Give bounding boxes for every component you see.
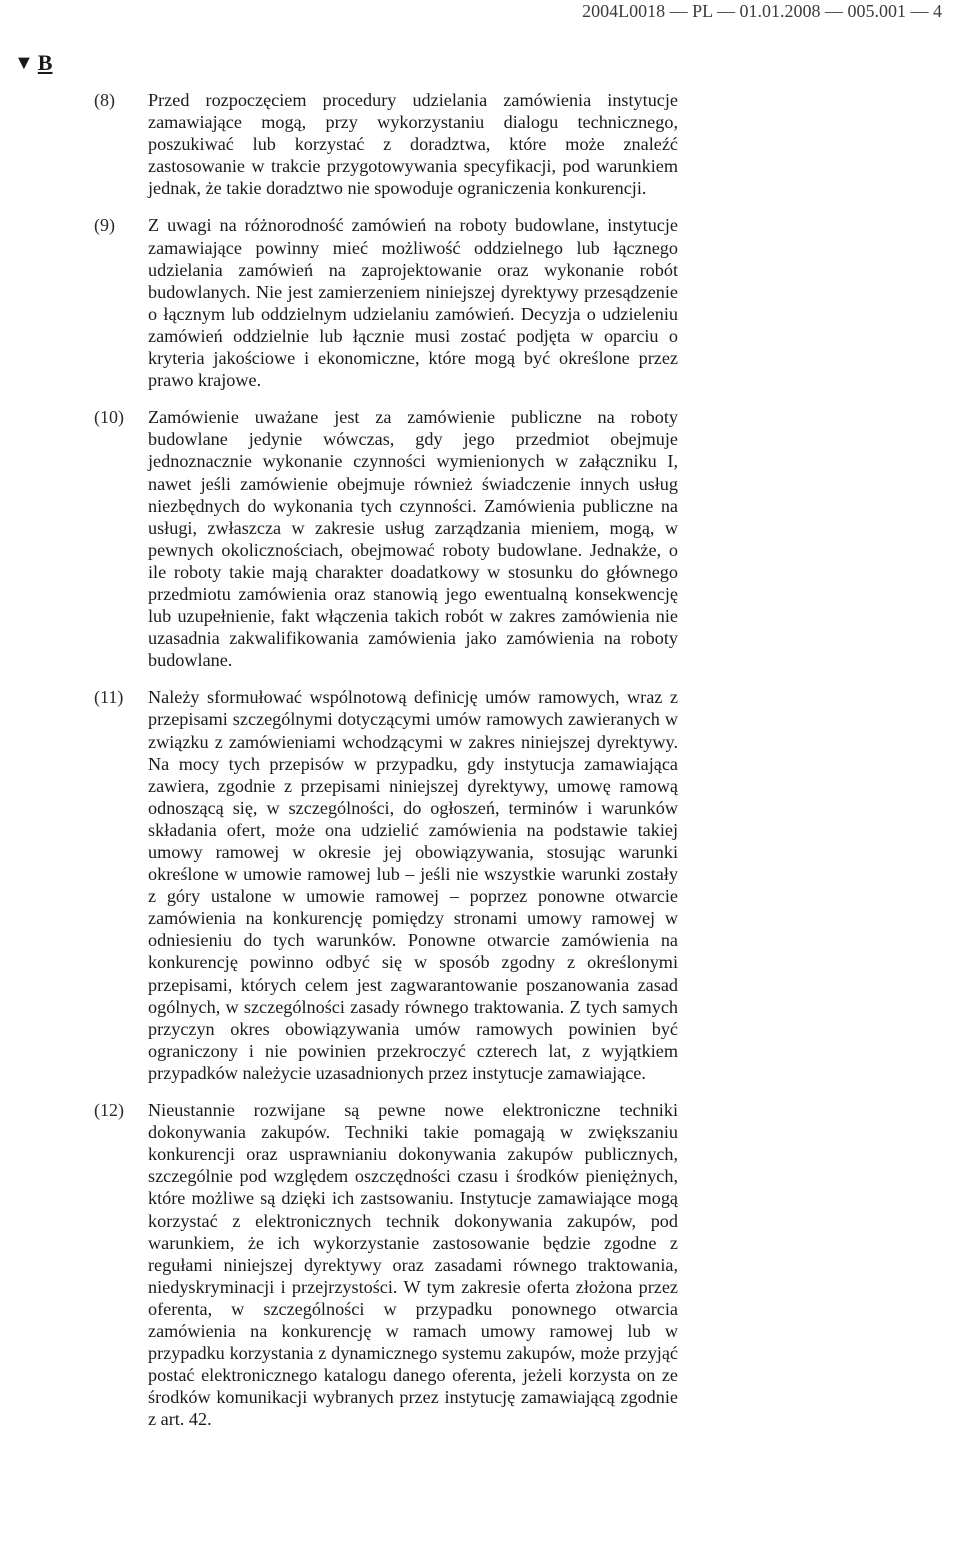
recital-text: Z uwagi na różnorodność zamówień na roboty budowlane, instytucje zamawiające powinny mieć możliwość oddzielnego lub łącznego udzielania zamówień na zaprojektowanie oraz wykonanie robót budowlanych. Nie jest zamierzeniem niniejszej dyrektywy przesądzenie o łącznym lub oddzielnym udzielaniu zamówień. Decyzja o udzieleniu zamówień oddzielnie lub łącznie musi zostać podjęta w oparciu o kryteria jakościowe i ekonomiczne, które mogą być określone przez prawo krajowe. [148, 215, 678, 391]
marker-label: B [37, 50, 53, 75]
recital-number: (12) [94, 1100, 124, 1121]
recital-10 [0, 406, 960, 671]
recital-12 [0, 1099, 960, 1430]
recital-11 [0, 686, 960, 1084]
recital-number: (11) [94, 687, 124, 708]
recital-number: (8) [94, 90, 115, 110]
recital-text: Nieustannie rozwijane są pewne nowe elektroniczne techniki dokonywania zakupów. Techniki takie pomagają w zwiększaniu konkurencji oraz usprawnianiu dokonywania zakupów publicznych, szczególnie pod względem oszczędności czasu i środków pieniężnych, które możliwe są dzięki ich zastsowaniu. Instytucje zamawiające mogą korzystać z elektronicznych technik dokonywania zakupów, pod warunkiem, że ich wykorzystanie zastosowanie będzie zgodne z regułami niniejszej dyrektywy oraz zasadami równego traktowania, niedyskryminacji i przejrzystości. W tym zakresie oferta złożona przez oferenta, w szczególności w przypadku ponownego otwarcia zamówienia na konkurencję w ramach umowy ramowej lub w przypadku korzystania z dynamicznego systemu zakupów, może przyjąć postać elektronicznego katalogu danego oferenta, jeżeli korzysta on ze środków komunikacji wybranych przez instytucję zamawiającą zgodnie z art. 42. [148, 1100, 678, 1430]
recital-number: (9) [94, 215, 115, 236]
document-header: 2004L0018 — PL — 01.01.2008 — 005.001 — 4 [582, 1, 942, 21]
triangle-down-icon: ▼ [14, 52, 34, 74]
recital-8 [0, 89, 960, 199]
recital-text: Zamówienie uważane jest za zamówienie publiczne na roboty budowlane jedynie wówczas, gdy jego przedmiot obejmuje jednoznacznie wykonanie czynności wymienionych w załączniku I, nawet jeśli zamówienie obejmuje również świadczenie innych usług niezbędnych do wykonania tych czynności. Zamówienia publiczne na usługi, zwłaszcza w zakresie usług zarządzania mieniem, mogą, w pewnych okolicznościach, obejmować roboty budowlane. Jednakże, o ile roboty takie mają charakter doadatkowy w stosunku do głównego przedmiotu zamówienia oraz stanowią jego ewentualną konsekwencję lub uzupełnienie, fakt włączenia takich robót w zakres zamówienia nie uzasadnia zakwalifikowania zamówienia jako zamówienia na roboty budowlane. [148, 407, 678, 671]
amendment-marker [14, 50, 52, 76]
recital-text: Należy sformułować wspólnotową definicję umów ramowych, wraz z przepisami szczególnymi dotyczącymi umów ramowych zawieranych w związku z zamówieniami wchodzącymi w zakres niniejszej dyrektywy. Na mocy tych przepisów w przypadku, gdy instytucja zamawiająca zawiera, zgodnie z przepisami niniejszej dyrektywy, umowę ramową odnoszącą się, w szczególności, do ogłoszeń, terminów i warunków składania ofert, może ona udzielić zamówienia na podstawie takiej umowy ramowej w okresie jej obowiązywania, stosując warunki określone w umowie ramowej lub – jeśli nie wszystkie warunki zostały z góry ustalone w umowie ramowej – poprzez ponowne otwarcie zamówienia na konkurencję pomiędzy stronami umowy ramowej w odniesieniu do tych warunków. Ponowne otwarcie zamówienia na konkurencję powinno odbyć się w sposób zgodny z określonymi przepisami, których celem jest zagwarantowanie poszanowania zasad ogólnych, w szczególności zasady równego traktowania. Z tych samych przyczyn okres obowiązywania umów ramowych powinien być ograniczony i nie powinien przekroczyć czterech lat, z wyjątkiem przypadków należycie uzasadnionych przez instytucje zamawiające. [148, 687, 678, 1083]
recital-text: Przed rozpoczęciem procedury udzielania zamówienia instytucje zamawiające mogą, przy wykorzystaniu dialogu technicznego, poszukiwać lub korzystać z doradztwa, które może znaleźć zastosowanie w trakcie przygotowywania specyfikacji, pod warunkiem jednak, że takie doradztwo nie spowoduje ograniczenia konkurencji. [148, 90, 678, 199]
recital-9 [0, 214, 960, 391]
recitals-list [0, 89, 960, 1445]
recital-number: (10) [94, 407, 124, 428]
